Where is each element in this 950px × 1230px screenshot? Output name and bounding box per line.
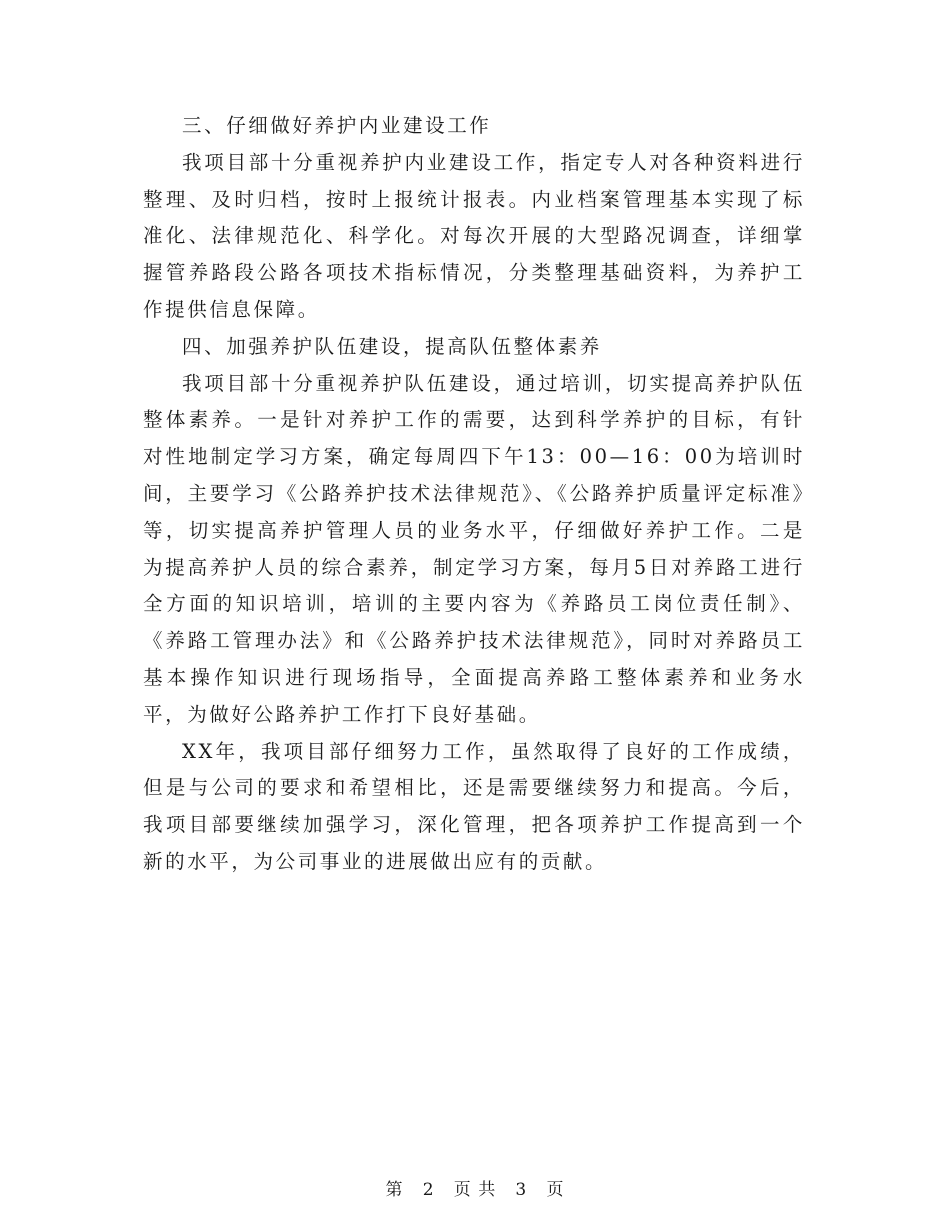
footer-prefix: 第 bbox=[385, 1180, 404, 1200]
document-body bbox=[143, 108, 805, 881]
conclusion-paragraph: XX年，我项目部仔细努力工作，虽然取得了良好的工作成绩，但是与公司的要求和希望相比，还是需要继续努力和提高。今后，我项目部要继续加强学习，深化管理，把各项养护工作提高到一个新的水平，为公司事业的进展做出应有的贡献。 bbox=[143, 739, 805, 873]
page-footer bbox=[0, 1179, 950, 1201]
section-paragraph-3: 我项目部十分重视养护内业建设工作，指定专人对各种资料进行整理、及时归档，按时上报统计报表。内业档案管理基本实现了标准化、法律规范化、科学化。对每次开展的大型路况调查，详细掌握管养路段公路各项技术指标情况，分类整理基础资料，为养护工作提供信息保障。 bbox=[143, 150, 805, 321]
section-paragraph-4: 我项目部十分重视养护队伍建设，通过培训，切实提高养护队伍整体素养。一是针对养护工作的需要，达到科学养护的目标，有针对性地制定学习方案，确定每周四下午13：00—16：00为培训时间，主要学习《公路养护技术法律规范》、《公路养护质量评定标准》等，切实提高养护管理人员的业务水平，仔细做好养护工作。二是为提高养护人员的综合素养，制定学习方案，每月5日对养路工进行全方面的知识培训，培训的主要内容为《养路员工岗位责任制》、《养路工管理办法》和《公路养护技术法律规范》，同时对养路员工基本操作知识进行现场指导，全面提高养路工整体素养和业务水平，为做好公路养护工作打下良好基础。 bbox=[143, 371, 805, 726]
footer-suffix: 页 bbox=[546, 1180, 565, 1200]
section-heading-3: 三、仔细做好养护内业建设工作 bbox=[182, 114, 492, 137]
section-heading-4: 四、加强养护队伍建设，提高队伍整体素养 bbox=[182, 334, 602, 358]
footer-total-pages: 3 bbox=[515, 1180, 528, 1200]
footer-middle: 页 共 bbox=[453, 1180, 497, 1200]
footer-current-page: 2 bbox=[422, 1180, 435, 1200]
